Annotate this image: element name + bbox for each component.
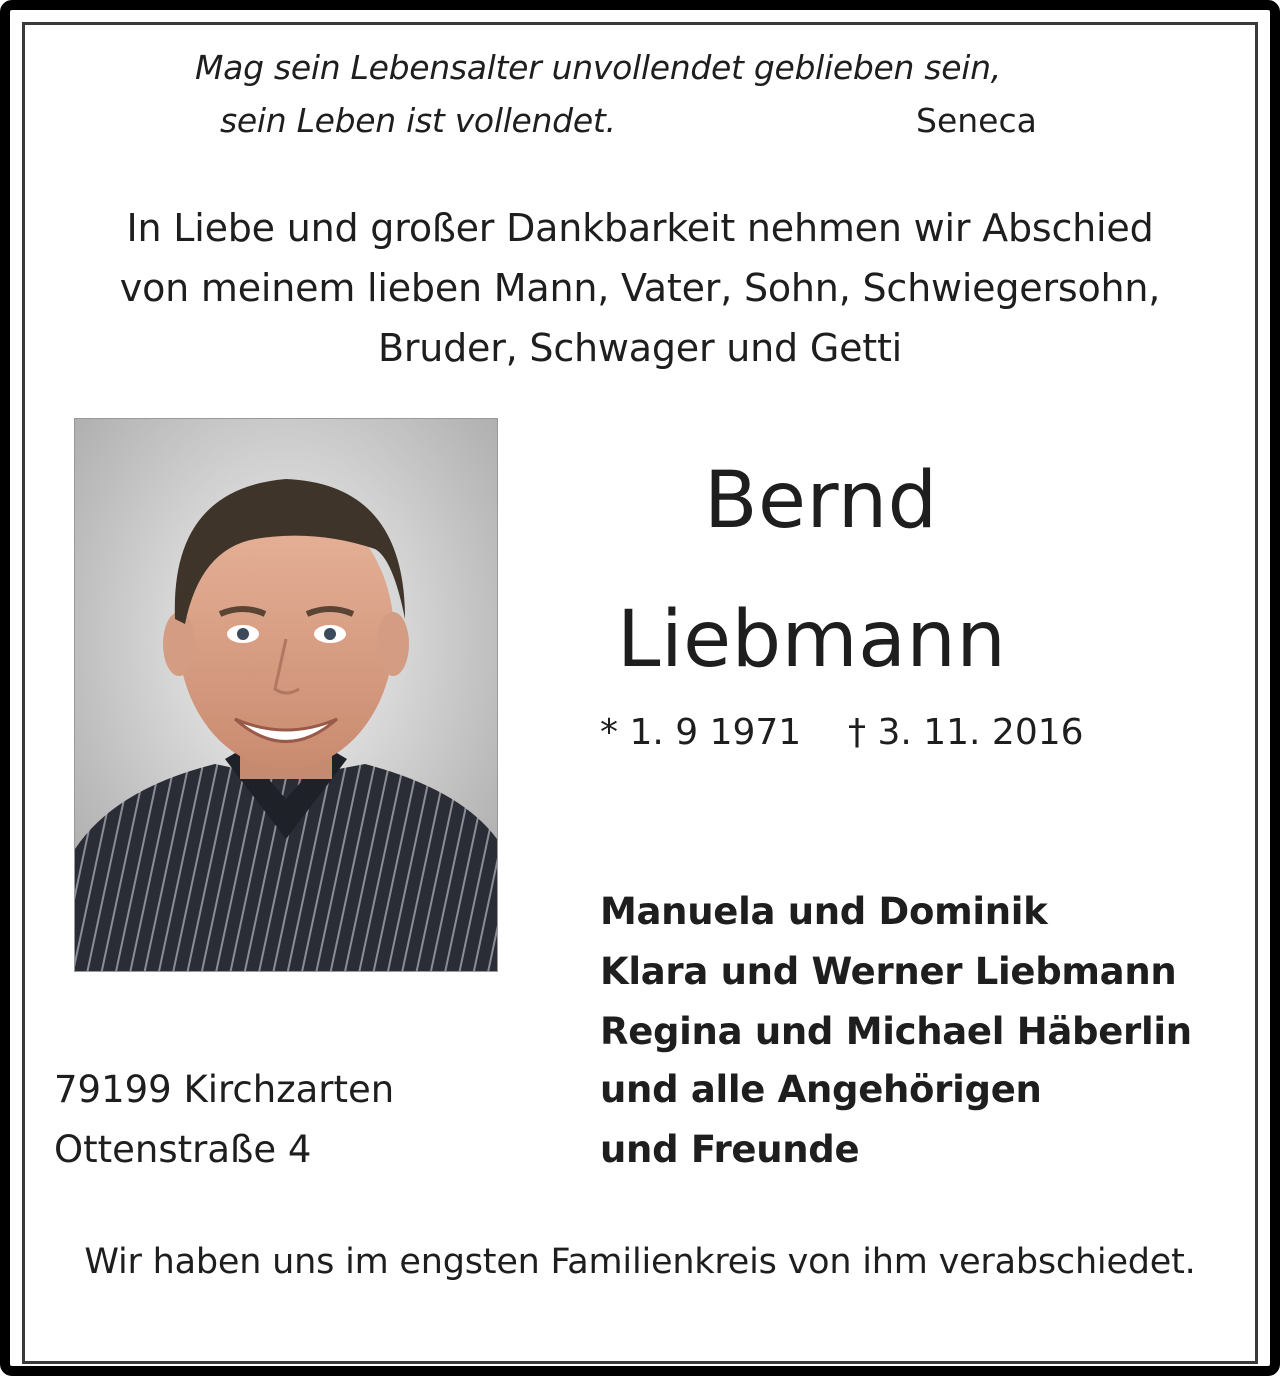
quote-line-2: sein Leben ist vollendet. xyxy=(220,101,616,140)
mourner-line: Regina und Michael Häberlin xyxy=(600,1010,1192,1053)
intro-text xyxy=(0,198,1280,378)
portrait-illustration xyxy=(75,419,497,971)
intro-line: von meinem lieben Mann, Vater, Sohn, Schwiegersohn, xyxy=(119,266,1161,310)
death-date: † 3. 11. 2016 xyxy=(848,712,1084,753)
mourner-line: Klara und Werner Liebmann xyxy=(600,950,1177,993)
address-city: 79199 Kirchzarten xyxy=(54,1068,395,1111)
closing-statement: Wir haben uns im engsten Familienkreis von ihm verabschiedet. xyxy=(84,1242,1196,1282)
birth-date: * 1. 9 1971 xyxy=(600,712,802,753)
mourner-line: Manuela und Dominik xyxy=(600,890,1048,933)
intro-line: In Liebe und großer Dankbarkeit nehmen wir Abschied xyxy=(126,206,1154,250)
intro-line: Bruder, Schwager und Getti xyxy=(377,326,903,370)
address-street: Ottenstraße 4 xyxy=(54,1128,312,1171)
quote-author: Seneca xyxy=(916,101,1037,140)
deceased-last-name: Liebmann xyxy=(617,595,1007,685)
deceased-first-name: Bernd xyxy=(704,456,938,546)
portrait-photo xyxy=(74,418,498,972)
quote-line-1: Mag sein Lebensalter unvollendet geblieben sein, xyxy=(195,48,1001,87)
mourner-line: und alle Angehörigen xyxy=(600,1068,1042,1111)
mourner-line: und Freunde xyxy=(600,1128,860,1171)
